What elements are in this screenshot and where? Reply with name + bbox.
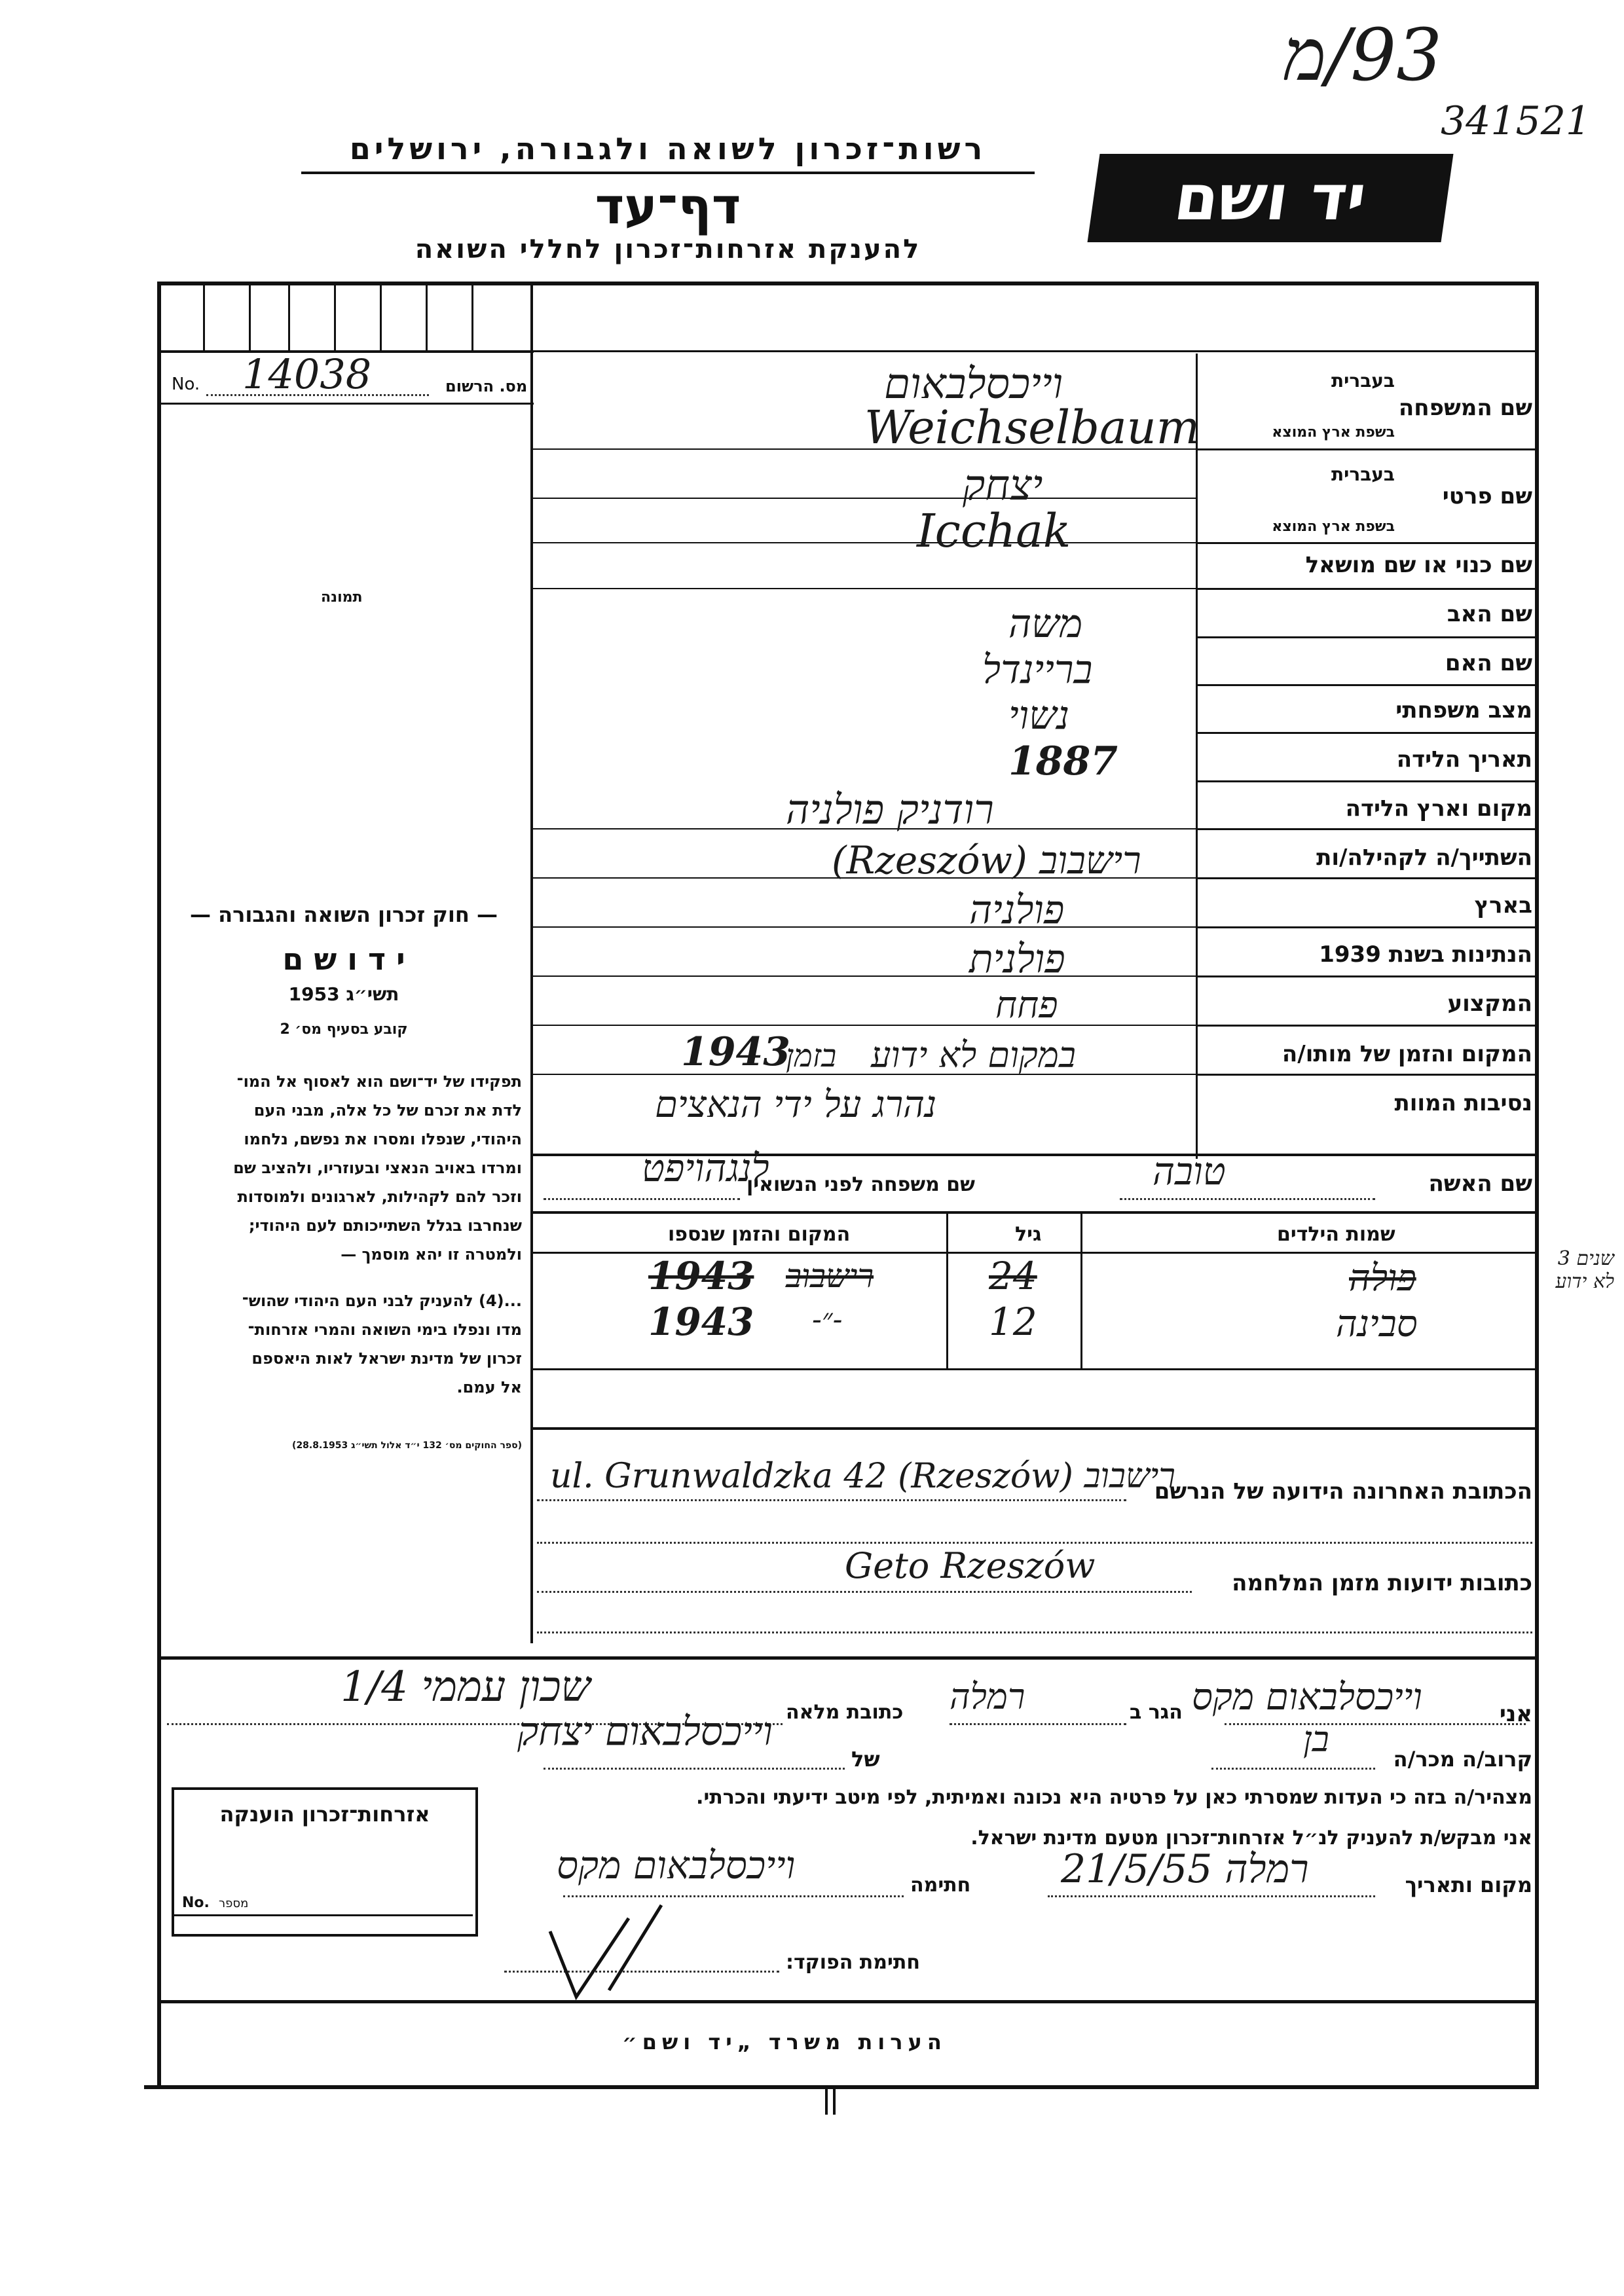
- relative-line: [1211, 1768, 1375, 1770]
- section-line: [530, 1427, 1539, 1430]
- grant-box-no-label: No.: [182, 1895, 210, 1911]
- nationality-label: הנתינות בשנת 1939: [1319, 941, 1532, 968]
- law-line: ...(4) להעניק לבני העם היהודי שהוש־: [242, 1292, 522, 1310]
- wife-label: שם האשה: [1428, 1171, 1532, 1197]
- grant-box-no-he: מספר: [219, 1897, 249, 1910]
- law-line: לדת את זכרם של כל אלה, מבני העם: [253, 1101, 522, 1120]
- value-line: [533, 975, 1196, 977]
- table-col: [1080, 1211, 1082, 1368]
- community-label: השתייך/ה לקהילה/ות: [1316, 845, 1532, 871]
- row-line: [1196, 926, 1536, 928]
- first-origin-sub: בשפת ארץ המוצא: [1272, 519, 1395, 535]
- row-line: [1196, 975, 1536, 977]
- section-line: [530, 1211, 1539, 1214]
- code-cell: [471, 283, 473, 352]
- law-line: ולמטרה זו יהא מוסמך —: [341, 1245, 522, 1264]
- marital-label: מצב משפחתי: [1395, 697, 1532, 723]
- last-address-label: הכתובת האחרונה הידועה של הנרשם: [1154, 1478, 1532, 1504]
- frame-divider: [530, 282, 533, 1643]
- death-place-label: המקום והזמן של מותו/ה: [1282, 1041, 1532, 1067]
- first-hebrew-sub: בעברית: [1331, 464, 1395, 485]
- photo-label: תמונה: [321, 589, 363, 606]
- law-paragraph-1: [172, 1067, 522, 1269]
- maiden-label: שם משפחה לפני הנשואין: [747, 1173, 975, 1196]
- death-circ-label: נסיבות המוות: [1394, 1090, 1532, 1116]
- war-address-value: Geto Rzeszów: [845, 1545, 1096, 1586]
- authority-underline: [301, 172, 1035, 174]
- footer-tick: [825, 2085, 828, 2115]
- code-cell-line: [530, 350, 1539, 352]
- law-line: זכרון של מדינת ישראל לאות היאספם: [251, 1349, 522, 1368]
- birthplace-value: רודניק פולניה: [786, 786, 994, 833]
- country-value: פולניה: [969, 887, 1065, 933]
- row-line: [1196, 732, 1536, 734]
- row-line: [1196, 1025, 1536, 1027]
- grant-box-line: [174, 1914, 473, 1916]
- child-2-age: 12: [989, 1300, 1037, 1344]
- value-line: [533, 1025, 1196, 1026]
- place-date-line: [1048, 1895, 1375, 1897]
- reg-no-label: No.: [172, 374, 200, 394]
- profession-value: פחח: [995, 984, 1058, 1027]
- last-address-value: ul. Grunwaldzka 42 (Rzeszów) רישבוב: [550, 1457, 1175, 1496]
- place-date-label: מקום ותאריך: [1405, 1872, 1532, 1897]
- child-2-name: סבינה: [1336, 1303, 1418, 1345]
- law-line: וזכר להם לקהילות, לארגונים ולמוסדות: [237, 1188, 522, 1206]
- relative-value: בן: [1303, 1719, 1329, 1760]
- code-cell: [203, 283, 205, 352]
- declarant-line: [1225, 1723, 1526, 1725]
- father-label: שם האב: [1447, 601, 1532, 627]
- law-line: אל עמם.: [456, 1378, 522, 1396]
- child-2-place: -״-: [812, 1303, 843, 1336]
- signature-value: וייכסלבאום מקס: [557, 1843, 796, 1887]
- value-line: [533, 926, 1196, 928]
- children-place-header: המקום והזמן שנספו: [668, 1223, 851, 1246]
- value-line: [533, 542, 1196, 543]
- official-signature-scribble: [537, 1892, 668, 2010]
- wife-line: [1120, 1198, 1375, 1200]
- law-line: היהודי, שנפלו ומסרו את נפשם, נלחמו: [244, 1130, 522, 1148]
- children-age-header: גיל: [1015, 1223, 1042, 1246]
- row-line: [1196, 877, 1536, 879]
- declarant-label: אני: [1499, 1701, 1532, 1727]
- row-line: [1196, 588, 1536, 590]
- death-circ-value: נהרג על ידי הנאצים: [655, 1084, 937, 1126]
- address-line-2: [537, 1542, 1532, 1544]
- archive-code: 341521: [1441, 98, 1591, 144]
- nationality-value: פולנית: [969, 936, 1065, 982]
- birthdate-value: 1887: [1008, 738, 1118, 784]
- signature-label: חתימה: [910, 1874, 971, 1897]
- value-line: [533, 588, 1196, 589]
- maiden-line: [544, 1198, 740, 1200]
- grant-box-title: אזרחות־זכרון הוענקה: [219, 1802, 430, 1827]
- law-line: ומרדו באויב הנאצי ובעוזריו, ולהציב שם: [233, 1159, 522, 1177]
- row-line: [1196, 828, 1536, 830]
- authority-name: רשות־זכרון לשואה ולגבורה, ירושלים: [349, 131, 987, 166]
- code-cell: [288, 283, 290, 352]
- community-value: רישבוב (Rzeszów): [832, 838, 1141, 883]
- frame-top: [157, 282, 1539, 285]
- row-line: [1196, 448, 1536, 450]
- war-address-label: כתובות ידועות מזמן המלחמה: [1232, 1570, 1532, 1596]
- full-address-value: שכון עממי 1/4: [341, 1663, 591, 1711]
- death-place-value: במקום לא ידוע: [871, 1034, 1076, 1076]
- logo-text: יד ושם: [1170, 161, 1371, 234]
- resides-line: [950, 1723, 1126, 1725]
- surname-origin-value: Weichselbaum: [864, 401, 1200, 454]
- form-title: דף־עד: [595, 177, 741, 235]
- row-line: [1196, 1074, 1536, 1076]
- surname-hebrew-sub: בעברית: [1331, 370, 1395, 392]
- of-label: של: [851, 1747, 880, 1772]
- row-line: [1196, 780, 1536, 782]
- frame-left: [157, 282, 161, 2088]
- war-address-line: [537, 1591, 1192, 1593]
- death-time-value: בזמן: [786, 1038, 837, 1074]
- resides-value: רמלה: [950, 1676, 1025, 1717]
- child-1-place: רישבוב: [786, 1257, 874, 1295]
- yad-vashem-logo: [1088, 154, 1454, 242]
- value-line: [533, 1074, 1196, 1075]
- code-cell: [426, 283, 428, 352]
- maiden-value: לנגהויפט: [642, 1146, 769, 1190]
- official-signature-label: חתימת הפוקד:: [786, 1951, 920, 1974]
- country-label: בארץ: [1474, 892, 1532, 919]
- address-line-4: [537, 1631, 1532, 1633]
- last-address-line: [537, 1499, 1126, 1501]
- reg-underline: [157, 403, 534, 405]
- row-line: [1196, 684, 1536, 686]
- child-1-year: 1943: [648, 1254, 754, 1298]
- surname-origin-sub: בשפת ארץ המוצא: [1272, 424, 1395, 441]
- form-subtitle: להענקת אזרחות־זכרון לחללי השואה: [415, 234, 921, 264]
- child-2-year: 1943: [648, 1300, 754, 1344]
- marital-value: נשוי: [1008, 693, 1070, 738]
- footer-line: [157, 2000, 1539, 2003]
- footer-tick: [833, 2085, 836, 2115]
- law-name: י ד ו ש ם: [282, 941, 405, 977]
- mother-value: בריינדל: [982, 647, 1093, 693]
- law-year: תשי״ג 1953: [288, 983, 399, 1005]
- value-line: [533, 498, 1196, 499]
- children-side-note: שנים 3 לא ידוע: [1555, 1247, 1614, 1293]
- profession-label: המקצוע: [1447, 991, 1532, 1017]
- law-line: מדו ונפלו בימי השואה והמרי אזרחות־: [248, 1321, 522, 1339]
- code-cell: [249, 283, 251, 352]
- wife-value: טובה: [1153, 1149, 1226, 1194]
- law-footnote: (ספר החוקים מס׳ 132 י״ד אלול תשי״ג 28.8.1953): [292, 1440, 522, 1451]
- birthplace-label: מקום וארץ הלידה: [1345, 795, 1532, 822]
- reg-no-he-label: מס. הרשום: [445, 377, 528, 395]
- first-name-label: שם פרטי: [1442, 483, 1532, 509]
- frame-bottom: [144, 2085, 1539, 2089]
- first-origin-value: Icchak: [917, 504, 1071, 558]
- code-cell: [380, 283, 382, 352]
- child-1-name: פולה: [1349, 1257, 1416, 1300]
- table-line: [530, 1368, 1539, 1370]
- place-date-value: רמלה 21/5/55: [1061, 1846, 1309, 1892]
- surname-label: שם המשפחה: [1398, 395, 1532, 421]
- footer-notes: הערות משרד „יד ושם״: [622, 2030, 947, 2054]
- table-col: [946, 1211, 948, 1368]
- row-line: [1196, 542, 1536, 544]
- death-year-value: 1943: [681, 1029, 790, 1075]
- first-hebrew-value: יצחק: [963, 462, 1043, 510]
- law-paragraph-2: [172, 1286, 522, 1402]
- birthdate-label: תאריך הלידה: [1396, 746, 1532, 773]
- frame-right: [1535, 282, 1539, 2088]
- law-line: שנחרבו בגלל השתייכותם לעם היהודי;: [248, 1216, 522, 1235]
- full-address-label: כתובת מלאה: [786, 1701, 904, 1724]
- father-value: משה: [1008, 601, 1083, 647]
- resides-label: הגר ב: [1130, 1701, 1183, 1724]
- law-title: — חוק זכרון השואה והגבורה —: [190, 902, 498, 927]
- section-line: [157, 1656, 1539, 1660]
- of-value: וייכסלבאום יצחק: [517, 1709, 773, 1755]
- declarant-value: וייכסלבאום מקס: [1192, 1676, 1422, 1719]
- of-line: [544, 1768, 845, 1770]
- surname-hebrew-value: וייכסלבאום: [884, 360, 1063, 409]
- children-names-header: שמות הילדים: [1277, 1223, 1395, 1246]
- label-column-divider: [1196, 354, 1198, 1159]
- row-line: [1196, 636, 1536, 638]
- statement-2: אני מבקש/ת להעניק לנ״ל אזרחות־זכרון מטעם מדינת ישראל.: [970, 1827, 1532, 1850]
- statement-1: מצהיר/ה בזה כי העדות שמסרתי כאן על פרטיה היא נכונה ואמיתית, לפי מיטב ידיעתי והכרתי.: [696, 1786, 1532, 1809]
- nickname-label: שם כנוי או שם מושאל: [1305, 552, 1532, 578]
- archive-number: 93/מ: [1283, 13, 1443, 97]
- code-cell: [334, 283, 336, 352]
- relative-label: קרוב/ה מכר/ה: [1393, 1747, 1532, 1772]
- mother-label: שם האם: [1445, 650, 1532, 676]
- law-clause: קובע בסעיף מס׳ 2: [280, 1021, 408, 1038]
- reg-no-value: 14038: [242, 350, 372, 398]
- child-1-age: 24: [989, 1254, 1037, 1298]
- grant-box: [172, 1787, 478, 1937]
- law-line: תפקידו של יד־ושם הוא לאסוף אל המו־: [236, 1072, 522, 1091]
